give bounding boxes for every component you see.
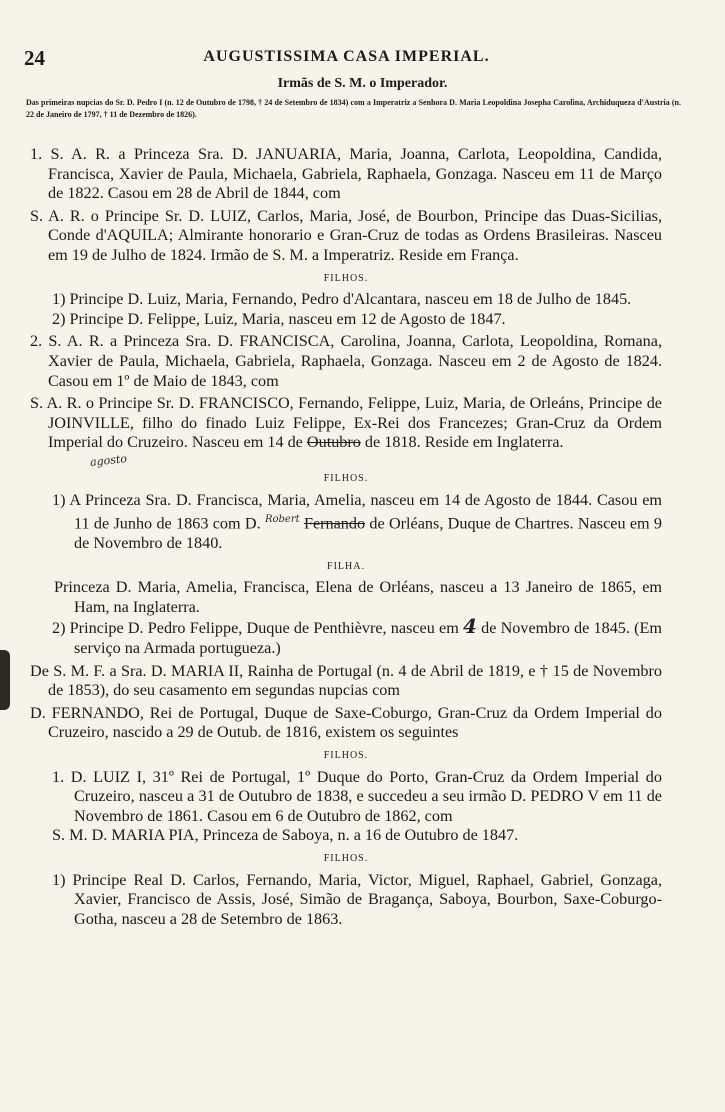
handwritten-correction: 4 — [463, 614, 477, 639]
caption-filhos: FILHOS. — [323, 750, 369, 762]
entry-maria-pia: S. M. D. MARIA PIA, Princeza de Saboya, n. a 16 de Outubro de 1847. — [52, 826, 519, 845]
entry-child-pedro — [30, 614, 663, 658]
entry-luiz-aquila: S. A. R. o Principe Sr. D. LUIZ, Carlos, Maria, José, de Bourbon, Principe das Duas-Sicilias, Conde d'AQUILA; Almirante honorario e Gran-Cruz de todas as Ordens Brasileiras. Nasceu em 19 de Julho de 1824. Irmão de S. M. a Imperatriz. Reside em França. — [30, 206, 662, 264]
running-title: AUGUSTISSIMA CASA IMPERIAL. — [203, 48, 490, 65]
entry-text: S. A. R. o Principe Sr. D. FRANCISCO, Fernando, Felippe, Luiz, Maria, de Orleáns, Principe de JOINVILLE, filho do finado Luiz Felippe, Ex-Rei dos Francezes; Gran-Cruz da Ordem Imperial do Cruzeiro. Nasceu em 14 de — [30, 394, 662, 452]
entry-grandchild-maria: Princeza D. Maria, Amelia, Francisca, Elena de Orléans, nasceu a 13 Janeiro de 1865, em Ham, na Inglaterra. — [54, 578, 662, 616]
entry-carlos: 1) Principe Real D. Carlos, Fernando, Maria, Victor, Miguel, Raphael, Gabriel, Gonzaga, Xavier, Francisco de Assis, José, Simão de Bragança, Saboya, Bourbon, Saxe-Coburgo-Gotha, nasceu a 28 de Setembro de 1863. — [52, 870, 662, 928]
page-header — [24, 46, 669, 72]
entry-fernando: D. FERNANDO, Rei de Portugal, Duque de Saxe-Coburgo, Gran-Cruz da Ordem Imperial do Cruzeiro, nascido a 29 de Outub. de 1816, existem os seguintes — [30, 703, 662, 742]
entry-child-felippe: 2) Principe D. Felippe, Luiz, Maria, nasceu em 12 de Agosto de 1847. — [52, 309, 506, 328]
handwritten-correction: Robert — [264, 514, 300, 526]
page-number: 24 — [24, 46, 45, 70]
entry-text: de 1818. Reside em Inglaterra. — [364, 433, 564, 452]
entry-child-luiz: 1) Principe D. Luiz, Maria, Fernando, Pedro d'Alcantara, nasceu em 18 de Julho de 1845. — [52, 290, 632, 309]
handwritten-note-line — [30, 452, 662, 469]
entry-januaria: 1. S. A. R. a Princeza Sra. D. JANUARIA, Maria, Joanna, Carlota, Leopoldina, Candida, Francisca, Xavier de Paula, Michaela, Gabriela, Raphaela, Gonzaga. Nasceu em 11 de Março de 1822. Casou em 28 de Abril de 1844, com — [30, 145, 662, 203]
entry-child-francisca — [30, 491, 662, 554]
caption-filhos: FILHOS. — [323, 852, 369, 864]
struck-word: Outubro — [306, 433, 361, 452]
entry-maria-ii: De S. M. F. a Sra. D. MARIA II, Rainha de Portugal (n. 4 de Abril de 1819, e † 15 de Novembro de 1853), do seu casamento em segundas nupcias com — [30, 661, 662, 700]
binding-stub — [0, 650, 10, 710]
document-body — [30, 142, 662, 929]
entry-luiz-i: 1. D. LUIZ I, 31º Rei de Portugal, 1º Duque do Porto, Gran-Cruz da Ordem Imperial do Cruzeiro, nasceu a 31 de Outubro de 1838, e succedeu a seu irmão D. PEDRO V em 11 de Novembro de 1861. Casou em 6 de Outubro de 1862, com — [52, 767, 662, 825]
entry-text: 2) Principe D. Pedro Felippe, Duque de Penthièvre, nasceu em — [52, 619, 459, 638]
entry-francisco-joinville — [30, 394, 662, 453]
entry-text: de Orléans, Duque de Chartres. Nasceu em 9 de Novembro de 1840. — [74, 514, 663, 553]
caption-filhos: FILHOS. — [323, 272, 369, 284]
section-title: Irmãs de S. M. o Imperador. — [277, 76, 448, 91]
intro-note: Das primeiras nupcias do Sr. D. Pedro I (n. 12 de Outubro de 1798, † 24 de Setembro de 1834) com a Imperatriz a Senhora D. Maria Leopoldina Josepha Carolina, Archiduqueza d'Austria (n. 22 de Janeiro de 1797, † 11 de Dezembro de 1826). — [26, 98, 681, 119]
entry-text: 1) A Princeza Sra. D. Francisca, Maria, Amelia, nasceu em 14 de Agosto de 1844. Casou em 11 de Junho de 1863 com D. — [52, 490, 662, 533]
struck-word: Fernando — [303, 514, 366, 533]
caption-filha: FILHA. — [327, 560, 365, 572]
caption-filhos: FILHOS. — [323, 472, 369, 484]
entry-text: de Novembro de 1845. (Em serviço na Armada portugueza.) — [74, 619, 663, 658]
handwritten-correction: agosto — [89, 452, 128, 469]
entry-francisca: 2. S. A. R. a Princeza Sra. D. FRANCISCA, Carolina, Joanna, Carlota, Leopoldina, Romana, Xavier de Paula, Michaela, Gabriela, Raphaela, Gonzaga. Nasceu em 2 de Agosto de 1824. Casou em 1º de Maio de 1843, com — [30, 332, 662, 390]
